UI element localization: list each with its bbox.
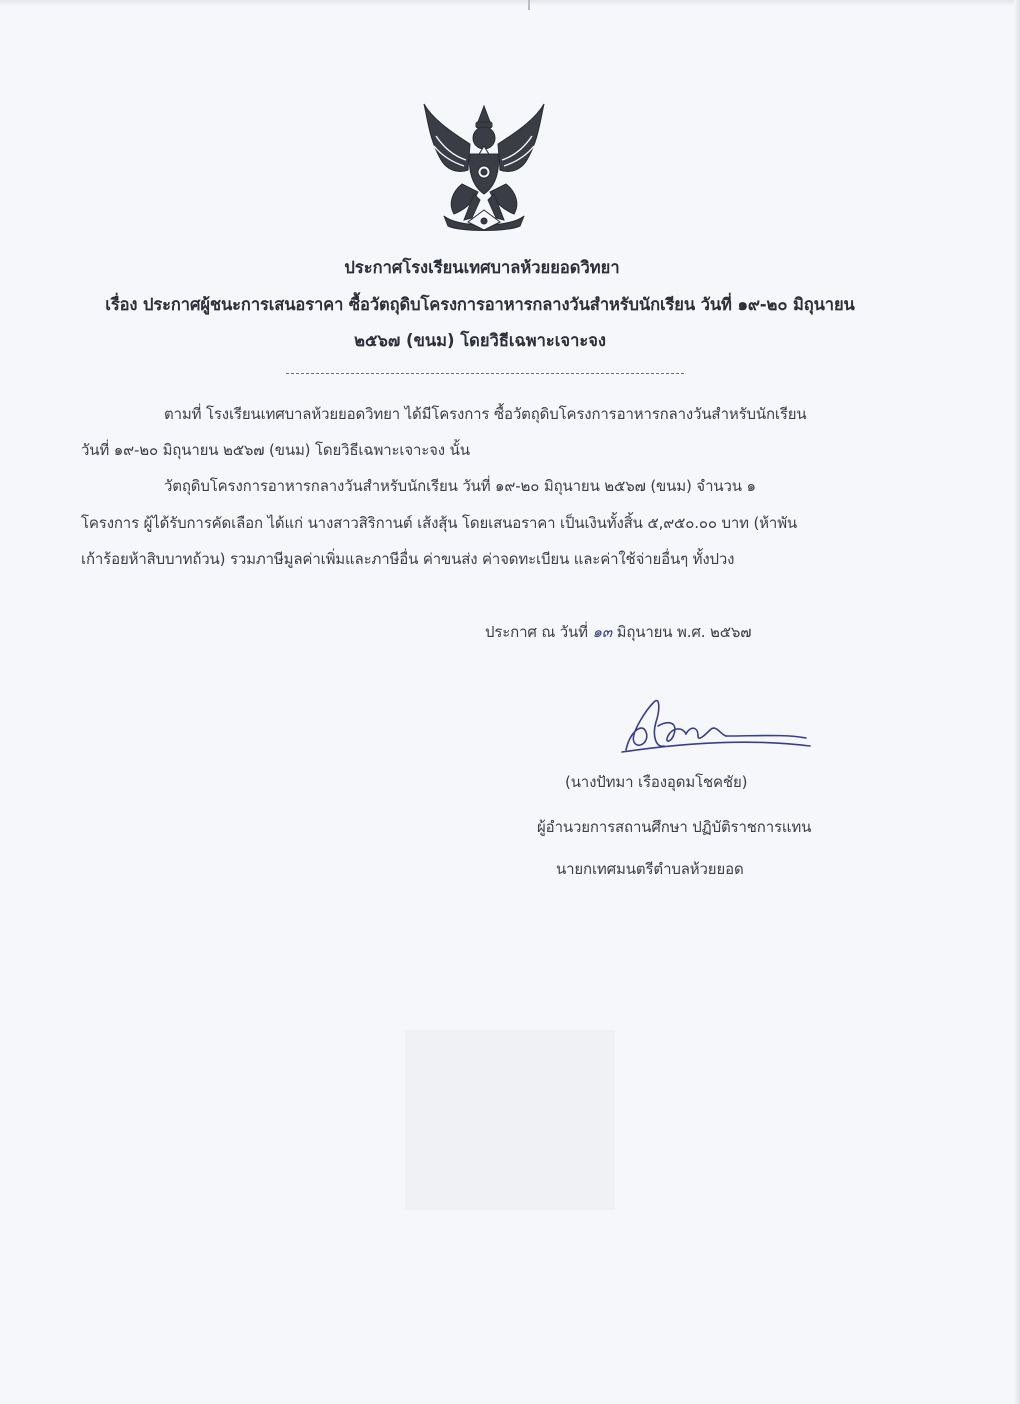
- paragraph-2-line-1: วัตถุดิบโครงการอาหารกลางวันสำหรับนักเรียน วันที่ ๑๙-๒๐ มิถุนายน ๒๕๖๗ (ขนม) จำนวน ๑: [164, 477, 756, 495]
- title-divider: [286, 373, 684, 374]
- announcement-day-handwritten: ๑๓: [592, 623, 612, 641]
- signatory-on-behalf-of: นายกเทศมนตรีตำบลห้วยยอด: [556, 860, 744, 878]
- announcement-month-year: มิถุนายน พ.ศ. ๒๕๖๗: [616, 623, 752, 641]
- scan-edge-right: [1014, 0, 1020, 1404]
- paragraph-2-line-2: โครงการ ผู้ได้รับการคัดเลือก ได้แก่ นางสาวสิริกานต์ เส้งสุ้น โดยเสนอราคา เป็นเงินทั้งสิ้น ๕,๙๕๐.๐๐ บาท (ห้าพัน: [81, 514, 798, 532]
- paragraph-1-line-2: วันที่ ๑๙-๒๐ มิถุนายน ๒๕๖๗ (ขนม) โดยวิธีเฉพาะเจาะจง นั้น: [81, 441, 470, 459]
- document-subject-line-1: เรื่อง ประกาศผู้ชนะการเสนอราคา ซื้อวัตถุดิบโครงการอาหารกลางวันสำหรับนักเรียน วันที่ ๑๙-๒๐ มิถุนายน: [105, 295, 855, 314]
- garuda-emblem: [418, 100, 550, 232]
- document-title: ประกาศโรงเรียนเทศบาลห้วยยอดวิทยา: [344, 258, 620, 277]
- announcement-date: [485, 620, 751, 644]
- document-subject-line-2: ๒๕๖๗ (ขนม) โดยวิธีเฉพาะเจาะจง: [354, 331, 606, 350]
- scan-edge-top: [0, 0, 1020, 6]
- signatory-position: ผู้อำนวยการสถานศึกษา ปฏิบัติราชการแทน: [537, 818, 812, 836]
- paragraph-2-line-3: เก้าร้อยห้าสิบบาทถ้วน) รวมภาษีมูลค่าเพิ่มและภาษีอื่น ค่าขนส่ง ค่าจดทะเบียน และค่าใช้จ่ายอื่นๆ ทั้งปวง: [81, 550, 735, 568]
- handwritten-signature: [616, 692, 816, 762]
- paragraph-1-line-1: ตามที่ โรงเรียนเทศบาลห้วยยอดวิทยา ได้มีโครงการ ซื้อวัตถุดิบโครงการอาหารกลางวันสำหรับนักเรียน: [164, 405, 807, 423]
- announcement-prefix: ประกาศ ณ วันที่: [485, 623, 588, 641]
- faint-scan-artifact: [405, 1030, 615, 1210]
- signatory-name: (นางปัทมา เรืองอุดมโชคชัย): [565, 773, 748, 791]
- scan-mark: [528, 0, 530, 10]
